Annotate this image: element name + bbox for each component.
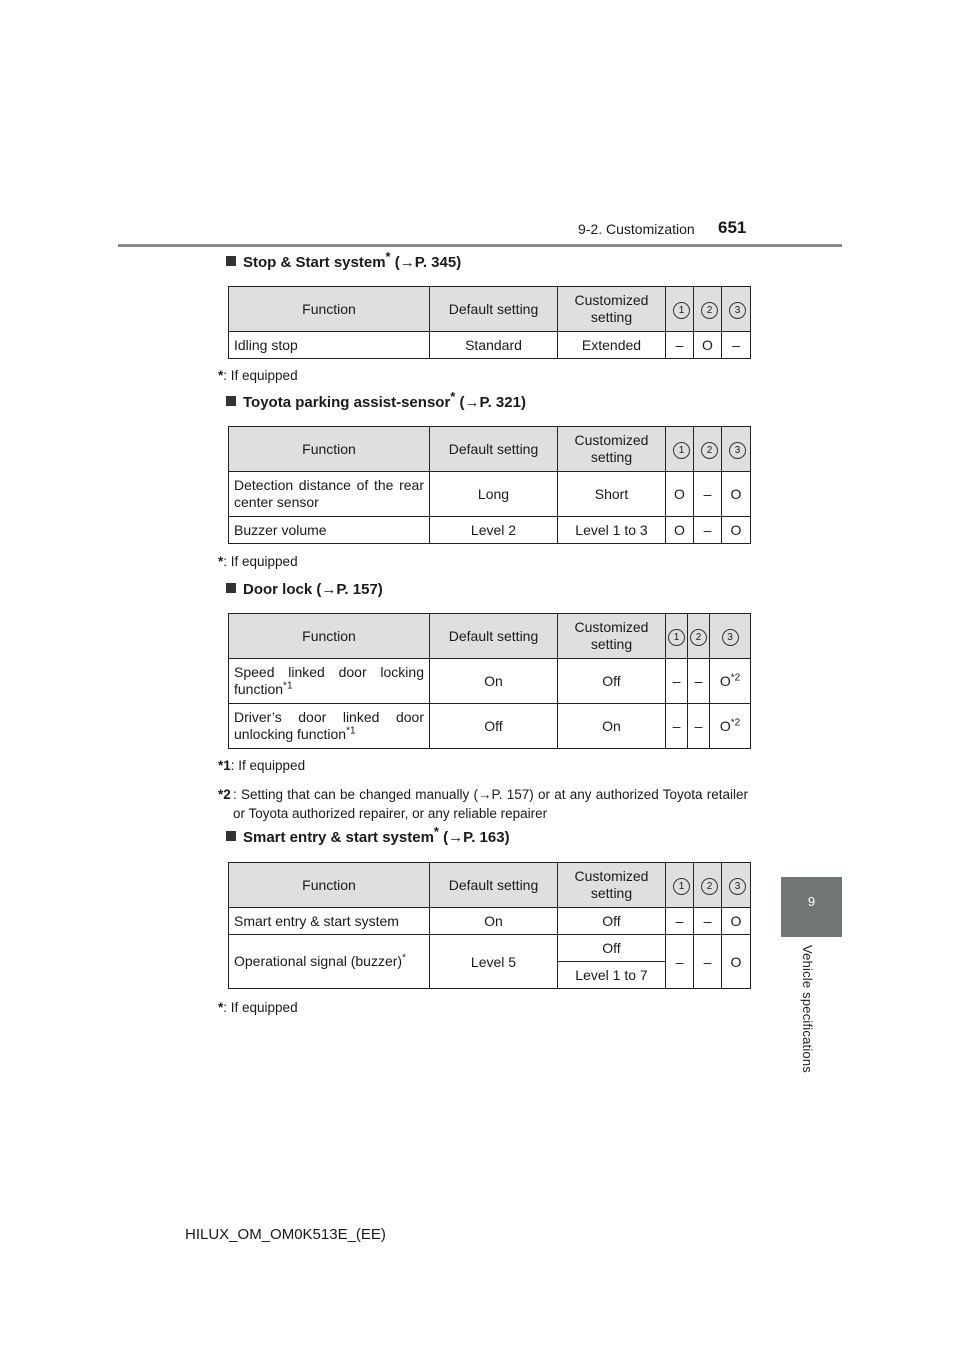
cell-customized: Level 1 to 3 xyxy=(558,517,666,544)
cell-customized: Off xyxy=(558,908,666,935)
header-function: Function xyxy=(229,614,430,659)
cell-c2: – xyxy=(694,472,722,517)
circled-1-icon: 1 xyxy=(673,442,690,459)
cell-c1: – xyxy=(666,332,694,359)
table-row xyxy=(229,332,751,359)
cell-default: Standard xyxy=(430,332,558,359)
circled-1-icon: 1 xyxy=(673,302,690,319)
cell-c3: – xyxy=(722,332,751,359)
header-col1 xyxy=(666,614,688,659)
cell-default: Level 5 xyxy=(430,935,558,989)
chapter-label: Vehicle specifications xyxy=(800,945,815,1073)
header-default: Default setting xyxy=(430,863,558,908)
cell-customized: Short xyxy=(558,472,666,517)
header-col3 xyxy=(722,287,751,332)
cell-function: Driver’s door linked door unlocking function$^{*1}$ xyxy=(229,704,430,749)
table-header-row xyxy=(229,287,751,332)
table-row xyxy=(229,517,751,544)
settings-table-stop-start xyxy=(228,286,751,359)
header-col2 xyxy=(694,427,722,472)
cell-c2: – xyxy=(694,908,722,935)
cell-function: Operational signal (buzzer)* xyxy=(229,935,430,989)
section-title-stop-start: Stop & Start system* (→P. 345) xyxy=(226,254,461,271)
footnote: *: If equipped xyxy=(218,368,298,383)
bullet-square-icon xyxy=(226,583,236,593)
header-default: Default setting xyxy=(430,287,558,332)
cell-c2: – xyxy=(688,704,710,749)
cell-c2: – xyxy=(694,517,722,544)
circled-3-icon: 3 xyxy=(722,629,739,646)
circled-2-icon: 2 xyxy=(701,878,718,895)
header-col3 xyxy=(722,427,751,472)
cell-function: Buzzer volume xyxy=(229,517,430,544)
section-title-parking-sensor: Toyota parking assist-sensor* (→P. 321) xyxy=(226,394,526,411)
circled-2-icon: 2 xyxy=(701,302,718,319)
footnote-text: : Setting that can be changed manually (→P. 157) or at any authorized Toyota retailer or Toyota authorized repairer, or any reliable repairer xyxy=(233,787,748,821)
footnote-mark: *2 xyxy=(218,787,231,802)
settings-table-door-lock xyxy=(228,613,751,749)
circled-1-icon: 1 xyxy=(673,878,690,895)
cell-c3: O xyxy=(722,908,751,935)
cell-c1: – xyxy=(666,935,694,989)
cell-c3: O xyxy=(722,935,751,989)
table-header-row xyxy=(229,614,751,659)
bullet-square-icon xyxy=(226,396,236,406)
header-col1 xyxy=(666,287,694,332)
cell-default: Off xyxy=(430,704,558,749)
table-row xyxy=(229,659,751,704)
cell-default: On xyxy=(430,659,558,704)
cell-c1: – xyxy=(666,908,694,935)
cell-default: Level 2 xyxy=(430,517,558,544)
cell-c2: – xyxy=(688,659,710,704)
header-col2 xyxy=(694,287,722,332)
header-customized: Customized setting xyxy=(558,287,666,332)
cell-c2: – xyxy=(694,935,722,989)
circled-2-icon: 2 xyxy=(701,442,718,459)
cell-c3: $O^{*2}$ xyxy=(710,704,751,749)
circled-3-icon: 3 xyxy=(729,302,746,319)
circled-3-icon: 3 xyxy=(729,878,746,895)
page-number: 651 xyxy=(718,218,747,237)
cell-customized-option: Level 1 to 7 xyxy=(558,962,666,989)
table-row xyxy=(229,908,751,935)
circled-3-icon: 3 xyxy=(729,442,746,459)
cell-default: Long xyxy=(430,472,558,517)
header-col1 xyxy=(666,427,694,472)
chapter-number: 9 xyxy=(807,894,816,909)
cell-c1: – xyxy=(666,704,688,749)
circled-2-icon: 2 xyxy=(690,629,707,646)
header-customized: Customized setting xyxy=(558,427,666,472)
footnote-long xyxy=(218,785,748,823)
header-col2 xyxy=(694,863,722,908)
header-divider xyxy=(118,244,842,247)
cell-c1: O xyxy=(666,472,694,517)
settings-table-smart-entry xyxy=(228,862,751,989)
header-col1 xyxy=(666,863,694,908)
table-header-row xyxy=(229,427,751,472)
cell-default: On xyxy=(430,908,558,935)
cell-function: Detection distance of the rear center sensor xyxy=(229,472,430,517)
header-col2 xyxy=(688,614,710,659)
cell-customized: Extended xyxy=(558,332,666,359)
section-heading: 9-2. Customization xyxy=(578,221,695,237)
bullet-square-icon xyxy=(226,256,236,266)
table-row xyxy=(229,935,751,962)
cell-c2: O xyxy=(694,332,722,359)
bullet-square-icon xyxy=(226,831,236,841)
cell-customized: On xyxy=(558,704,666,749)
header-function: Function xyxy=(229,427,430,472)
header-col3 xyxy=(722,863,751,908)
table-header-row xyxy=(229,863,751,908)
header-customized: Customized setting xyxy=(558,863,666,908)
header-default: Default setting xyxy=(430,427,558,472)
cell-customized: Off xyxy=(558,659,666,704)
section-title-door-lock: Door lock (→P. 157) xyxy=(226,581,383,598)
cell-function: Smart entry & start system xyxy=(229,908,430,935)
circled-1-icon: 1 xyxy=(668,629,685,646)
cell-function: Speed linked door locking function$^{*1}$ xyxy=(229,659,430,704)
table-row xyxy=(229,704,751,749)
section-title-smart-entry: Smart entry & start system* (→P. 163) xyxy=(226,829,510,846)
cell-c1: O xyxy=(666,517,694,544)
cell-c3: $O^{*2}$ xyxy=(710,659,751,704)
cell-c3: O xyxy=(722,517,751,544)
settings-table-parking-sensor xyxy=(228,426,751,544)
header-default: Default setting xyxy=(430,614,558,659)
table-row xyxy=(229,472,751,517)
cell-customized-option: Off xyxy=(558,935,666,962)
header-col3 xyxy=(710,614,751,659)
cell-c1: – xyxy=(666,659,688,704)
header-function: Function xyxy=(229,863,430,908)
footnote: *: If equipped xyxy=(218,554,298,569)
header-function: Function xyxy=(229,287,430,332)
cell-function: Idling stop xyxy=(229,332,430,359)
footnote: *: If equipped xyxy=(218,1000,298,1015)
header-customized: Customized setting xyxy=(558,614,666,659)
document-code: HILUX_OM_OM0K513E_(EE) xyxy=(185,1226,386,1243)
cell-c3: O xyxy=(722,472,751,517)
footnote: *1: If equipped xyxy=(218,758,306,773)
